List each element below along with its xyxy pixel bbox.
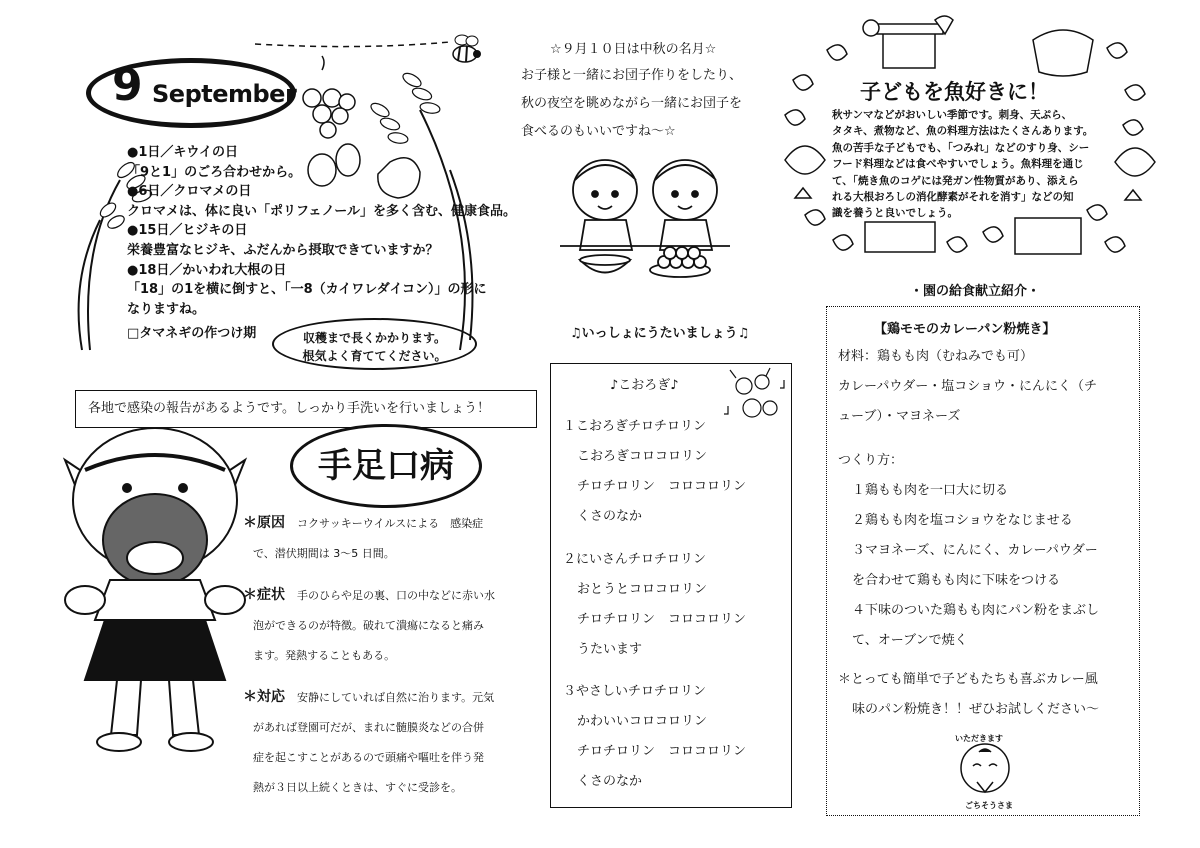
verse-line: チロチロリン コロコロリン	[577, 612, 747, 627]
verse-line: おとうとコロコロリン	[577, 582, 708, 597]
moon-line: お子様と一緒にお団子作りをしたり、	[521, 68, 743, 83]
onion-speech-bubble	[272, 318, 477, 370]
fish-line: 識を養うと良いでしょう。	[832, 207, 958, 220]
verse-line: うたいます	[577, 642, 643, 657]
method-step: を合わせて鶏もも肉に下味をつける	[852, 573, 1061, 588]
ingredient-line: ューブ）・マヨネーズ	[838, 409, 961, 424]
moon-body	[521, 62, 781, 146]
treatment-label: ＊対応	[243, 689, 285, 705]
fish-line: 魚の苦手な子どもでも、「つみれ」などのすり身、シー	[832, 141, 1090, 154]
treatment-text: があれば登園可だが、まれに髄膜炎などの合併	[253, 721, 484, 734]
verse-line: ３やさしいチロチロリン	[563, 684, 707, 699]
fish-line: 秋サンマなどがおいしい季節です。刺身、天ぷら、	[832, 109, 1073, 121]
verse-line: くさのなか	[577, 509, 643, 524]
day-item: 「18」の1を横に倒すと、「一8（カイワレダイコン）」の形に	[127, 282, 487, 298]
children-making-dango-illustration	[560, 150, 730, 285]
symptom-text: 手のひらや足の裏、口の中などに赤い水	[297, 589, 495, 602]
treatment-text: 安静にしていれば自然に治ります。元気	[297, 691, 495, 704]
disease-symptoms	[243, 580, 513, 671]
fish-line: タタキ、煮物など、魚の料理方法はたくさんあります。	[832, 125, 1094, 138]
fish-body	[832, 107, 1102, 222]
cause-label: ＊原因	[243, 515, 285, 531]
moon-line: 食べるのもいいですね～☆	[521, 124, 676, 139]
disease-title-bubble: 手足口病	[290, 424, 482, 508]
note-line: 味のパン粉焼き！！ぜひお試しください～	[852, 702, 1100, 717]
sick-child-illustration	[55, 430, 255, 790]
treatment-text: 症を起こすことがあるので頭痛や嘔吐を伴う発	[253, 751, 484, 764]
note-line: ＊とっても簡単で子どもたちも喜ぶカレー風	[838, 672, 1098, 687]
month-number: 9	[112, 60, 143, 111]
verse-line: チロチロリン コロコロリン	[577, 479, 747, 494]
cause-text: で、潜伏期間は 3～5 日間。	[253, 547, 395, 560]
verse-line: ２にいさんチロチロリン	[563, 552, 707, 567]
day-item: 「9と1」のごろ合わせから。	[127, 164, 302, 180]
fish-line: フード料理などは食べやすいでしょう。魚料理を通じ	[832, 158, 1084, 171]
disease-treatment	[243, 682, 513, 803]
recipe-note	[838, 665, 1134, 725]
month-name: September	[152, 80, 297, 108]
method-step: １鶏もも肉を一口大に切る	[852, 483, 1009, 498]
moon-title: ☆９月１０日は中秋の名月☆	[550, 42, 717, 57]
treatment-text: 熱が３日以上続くときは、すぐに受診を。	[253, 781, 462, 794]
day-item: ●18日／かいわれ大根の日	[127, 262, 287, 278]
recipe-title: 【鶏モモのカレーパン粉焼き】	[874, 322, 1056, 337]
method-label: つくり方：	[838, 453, 904, 468]
symptom-text: 泡ができるのが特徴。破れて潰瘍になると痛み	[253, 619, 484, 632]
recipe-method	[838, 446, 1134, 656]
song-name: ♪こおろぎ♪	[610, 378, 679, 393]
moon-line: 秋の夜空を眺めながら一緒にお団子を	[521, 96, 743, 111]
verse-line: くさのなか	[577, 774, 643, 789]
day-item: ●15日／ヒジキの日	[127, 223, 248, 239]
symptom-text: ます。発熱することもある。	[253, 649, 396, 662]
fish-line: れる大根おろしの消化酵素がそれを消す」などの知	[832, 191, 1074, 204]
verse-line: チロチロリン コロコロリン	[577, 744, 747, 759]
method-step: ２鶏もも肉を塩コショウをなじませる	[852, 513, 1073, 528]
song-verse	[563, 412, 746, 532]
day-item: なりますね。	[127, 301, 206, 317]
song-verse	[563, 545, 746, 665]
verse-line: かわいいコロコロリン	[577, 714, 708, 729]
day-item: ●1日／キウイの日	[127, 145, 238, 160]
day-item: ●6日／クロマメの日	[127, 184, 252, 200]
disease-cause	[243, 508, 513, 569]
method-step: ３マヨネーズ、にんにく、カレーパウダー	[852, 543, 1098, 558]
method-step: て、オーブンで焼く	[852, 633, 968, 648]
ingredient-line: カレーパウダー・塩コショウ・にんにく（チ	[838, 379, 1097, 394]
day-item: 栄養豊富なヒジキ、ふだんから摂取できていますか？	[127, 242, 439, 258]
itadakimasu-label: いただきます	[955, 734, 1003, 743]
verse-line: こおろぎコロコロリン	[577, 449, 708, 464]
day-item: クロマメは、体に良い「ポリフェノール」を多く含む、健康食品。	[127, 203, 516, 219]
gochisousama-label: ごちそうさま	[965, 801, 1013, 810]
symptom-label: ＊症状	[243, 587, 285, 603]
fish-line: て、「焼き魚のコゲには発ガン性物質があり、添えら	[832, 174, 1079, 187]
handwash-notice: 各地で感染の報告があるようです。しっかり手洗いを行いましょう！	[75, 390, 537, 428]
method-step: ４下味のついた鶏もも肉にパン粉をまぶし	[852, 603, 1100, 618]
bubble-line: 根気よく育ててください。	[302, 349, 447, 363]
song-section-title: ♫いっしょにうたいましょう♫	[570, 326, 750, 341]
cause-text: コクサッキーウイルスによる 感染症	[297, 517, 484, 530]
onion-note: □タマネギの作つけ期	[127, 326, 257, 341]
bubble-line: 収穫まで長くかかります。	[302, 331, 447, 345]
commemorative-days	[127, 143, 516, 319]
verse-line: １こおろぎチロチロリン	[563, 419, 707, 434]
song-verse	[563, 677, 746, 797]
ingredient-line: 材料：鶏もも肉（むねみでも可）	[838, 349, 1034, 364]
fish-title: 子どもを魚好きに！	[860, 80, 1049, 104]
recipe-ingredients	[838, 342, 1134, 432]
menu-heading: ・園の給食献立紹介・	[910, 284, 1041, 299]
